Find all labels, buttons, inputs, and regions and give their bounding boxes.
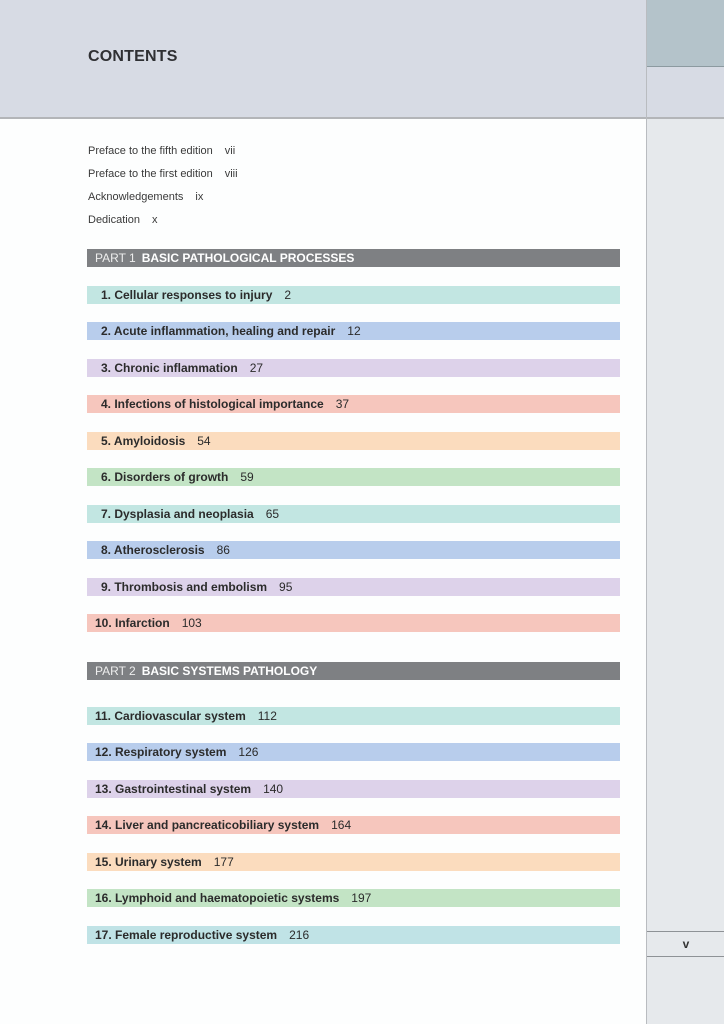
front-matter-title: Acknowledgements (88, 191, 184, 203)
chapter-title: 11. Cardiovascular system (95, 709, 246, 723)
front-matter-title: Preface to the fifth edition (88, 145, 213, 157)
chapter-page: 164 (331, 818, 352, 832)
chapter-page: 12 (347, 324, 361, 338)
front-matter-item[interactable] (88, 189, 238, 212)
chapter-item-16[interactable] (87, 889, 620, 907)
chapter-title: 15. Urinary system (95, 855, 202, 869)
chapter-page: 177 (213, 855, 234, 869)
part-label: PART 1 (95, 251, 136, 265)
chapter-item-17[interactable] (87, 926, 620, 944)
chapter-page: 103 (181, 616, 202, 630)
chapter-title: 16. Lymphoid and haematopoietic systems (95, 891, 340, 905)
chapter-item-6[interactable] (87, 468, 620, 486)
chapter-title: 1. Cellular responses to injury (101, 288, 273, 302)
chapter-page: 140 (263, 782, 284, 796)
front-matter-page: ix (195, 191, 204, 203)
chapter-item-7[interactable] (87, 505, 620, 523)
part-1-header (87, 249, 620, 267)
chapter-page: 54 (197, 434, 211, 448)
chapter-title: 17. Female reproductive system (95, 928, 278, 942)
chapter-title: 5. Amyloidosis (101, 434, 186, 448)
chapter-page: 95 (279, 580, 293, 594)
chapter-title: 2. Acute inflammation, healing and repair (101, 324, 336, 338)
chapter-title: 13. Gastrointestinal system (95, 782, 252, 796)
chapter-item-8[interactable] (87, 541, 620, 559)
part-2-header (87, 662, 620, 680)
chapter-page: 86 (216, 543, 230, 557)
part-label: PART 2 (95, 664, 136, 678)
chapter-page: 197 (351, 891, 372, 905)
chapter-title: 10. Infarction (95, 616, 170, 630)
chapter-page: 112 (257, 709, 277, 723)
front-matter-title: Preface to the first edition (88, 168, 213, 180)
chapter-title: 4. Infections of histological importance (101, 397, 324, 411)
chapter-item-12[interactable] (87, 743, 620, 761)
chapter-title: 12. Respiratory system (95, 745, 227, 759)
sidebar-tab-mid (647, 67, 724, 119)
part-title: BASIC PATHOLOGICAL PROCESSES (141, 251, 355, 265)
page-title: CONTENTS (88, 48, 178, 65)
chapter-item-10[interactable] (87, 614, 620, 632)
chapter-item-14[interactable] (87, 816, 620, 834)
chapter-item-5[interactable] (87, 432, 620, 450)
front-matter-item[interactable] (88, 143, 238, 166)
front-matter-page: vii (224, 145, 236, 157)
chapter-item-3[interactable] (87, 359, 620, 377)
sidebar-tab-top (647, 0, 724, 67)
chapter-page: 59 (240, 470, 254, 484)
front-matter-page: x (151, 214, 158, 226)
front-matter-page: viii (224, 168, 238, 180)
chapter-item-4[interactable] (87, 395, 620, 413)
chapter-title: 14. Liver and pancreaticobiliary system (95, 818, 320, 832)
page-header (0, 0, 646, 119)
chapter-title: 9. Thrombosis and embolism (101, 580, 268, 594)
front-matter-title: Dedication (88, 214, 140, 226)
chapter-item-11[interactable] (87, 707, 620, 725)
chapter-page: 126 (238, 745, 259, 759)
chapter-title: 3. Chronic inflammation (101, 361, 238, 375)
chapter-item-13[interactable] (87, 780, 620, 798)
chapter-title: 8. Atherosclerosis (101, 543, 205, 557)
chapter-page: 27 (249, 361, 264, 375)
chapter-page: 65 (265, 507, 280, 521)
chapter-item-1[interactable] (87, 286, 620, 304)
chapter-item-15[interactable] (87, 853, 620, 871)
front-matter-item[interactable] (88, 166, 238, 189)
chapter-page: 2 (284, 288, 292, 302)
page-number: v (647, 931, 724, 957)
chapter-item-9[interactable] (87, 578, 620, 596)
chapter-page: 216 (289, 928, 310, 942)
chapter-title: 6. Disorders of growth (101, 470, 229, 484)
page-sidebar (646, 0, 724, 1024)
front-matter-list (88, 143, 238, 235)
front-matter-item[interactable] (88, 212, 238, 235)
chapter-title: 7. Dysplasia and neoplasia (101, 507, 254, 521)
chapter-item-2[interactable] (87, 322, 620, 340)
part-title: BASIC SYSTEMS PATHOLOGY (141, 664, 318, 678)
chapter-page: 37 (335, 397, 350, 411)
